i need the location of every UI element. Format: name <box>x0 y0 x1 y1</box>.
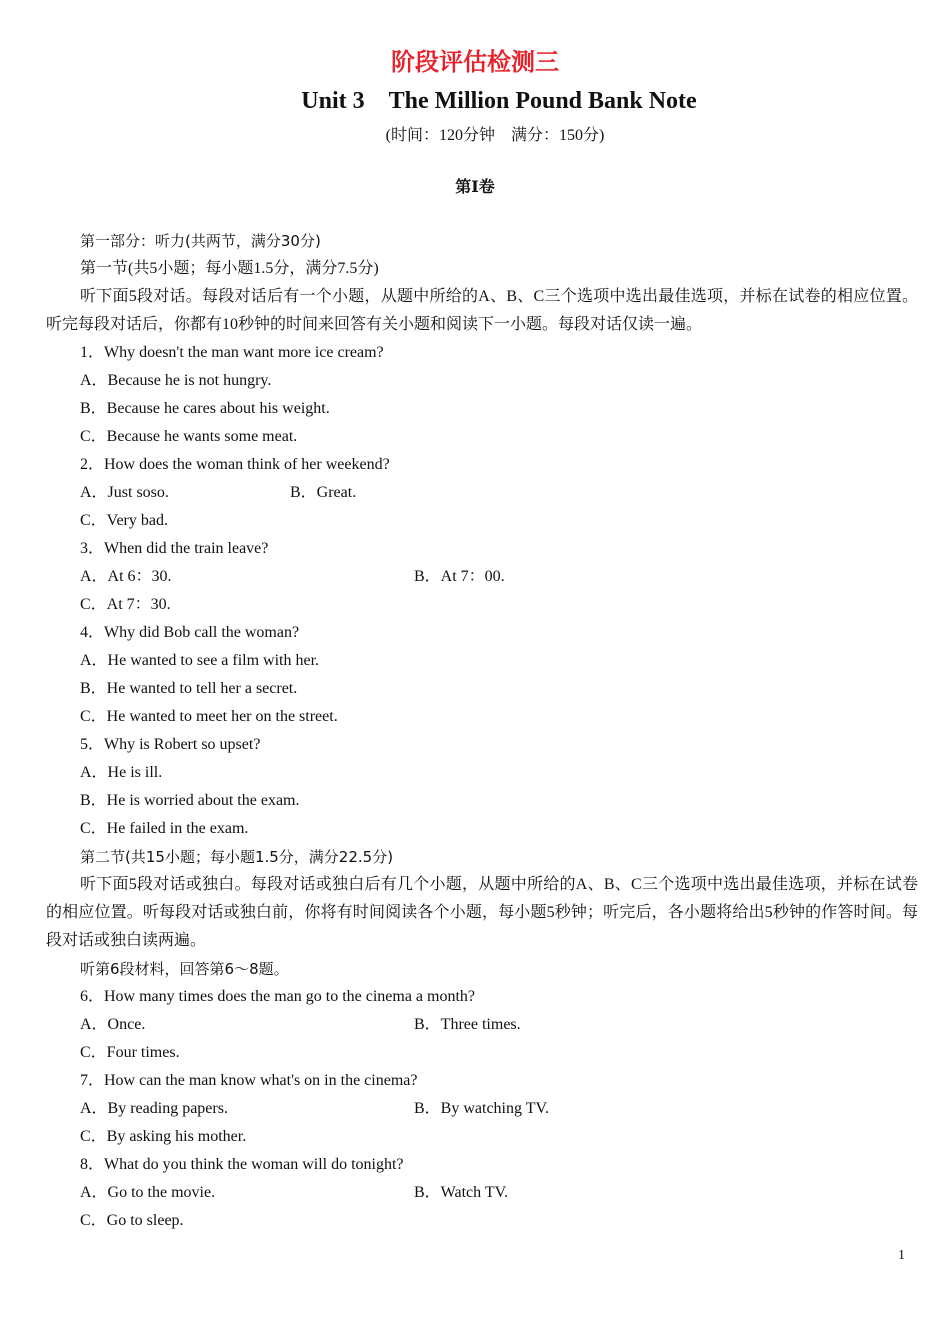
question-1-option-c: C．Because he wants some meat. <box>80 428 298 445</box>
question-2-option-a: A．Just soso. <box>80 484 169 501</box>
question-1-stem: 1．Why doesn't the man want more ice cream? <box>80 344 384 361</box>
section2-instructions: 听下面5段对话或独白。每段对话或独白后有几个小题，从题中所给的A、B、C三个选项中选出最佳选项，并标在试卷的相应位置。听每段对话或独白前，你将有时间阅读各个小题，每小题5秒钟；听完后，各小题将给出5秒钟的作答时间。每段对话或独白读两遍。 <box>46 876 918 949</box>
document-title-english: Unit 3 The Million Pound Bank Note <box>301 88 697 114</box>
time-score-info: (时间：120分钟 满分：150分) <box>385 127 605 144</box>
question-7-option-a: A．By reading papers. <box>80 1100 228 1117</box>
question-3-options-row <box>46 563 918 591</box>
question-8-options-row <box>46 1179 918 1207</box>
question-8-option-c: C．Go to sleep. <box>80 1212 184 1229</box>
question-3-option-c: C．At 7：30. <box>80 596 171 613</box>
question-8-option-a: A．Go to the movie. <box>80 1184 216 1201</box>
section1-heading: 第一节(共5小题；每小题1.5分，满分7.5分) <box>80 260 379 277</box>
question-1-option-a: A．Because he is not hungry. <box>80 372 272 389</box>
question-2-option-c: C．Very bad. <box>80 512 168 529</box>
question-7-option-b: B．By watching TV. <box>414 1100 549 1117</box>
question-4-option-c: C．He wanted to meet her on the street. <box>80 708 338 725</box>
question-8-stem: 8．What do you think the woman will do tonight? <box>80 1156 404 1173</box>
question-1-option-b: B．Because he cares about his weight. <box>80 400 330 417</box>
question-6-option-a: A．Once. <box>80 1016 146 1033</box>
question-6-stem: 6．How many times does the man go to the cinema a month? <box>80 988 476 1005</box>
question-8-option-b: B．Watch TV. <box>414 1184 509 1201</box>
question-4-option-a: A．He wanted to see a film with her. <box>80 652 320 669</box>
question-5-stem: 5．Why is Robert so upset? <box>80 736 261 753</box>
question-6-option-b: B．Three times. <box>414 1016 521 1033</box>
question-7-option-c: C．By asking his mother. <box>80 1128 247 1145</box>
question-5-option-a: A．He is ill. <box>80 764 163 781</box>
question-6-options-row <box>46 1011 918 1039</box>
question-4-option-b: B．He wanted to tell her a secret. <box>80 680 298 697</box>
question-3-option-b: B．At 7：00. <box>414 568 505 585</box>
question-3-option-a: A．At 6：30. <box>80 568 172 585</box>
document-title-chinese: 阶段评估检测三 <box>391 48 559 76</box>
document-body <box>46 227 918 1235</box>
page-number: 1 <box>898 1248 905 1263</box>
question-4-stem: 4．Why did Bob call the woman? <box>80 624 300 641</box>
question-6-option-c: C．Four times. <box>80 1044 180 1061</box>
question-2-options-row <box>46 479 918 507</box>
question-7-stem: 7．How can the man know what's on in the cinema? <box>80 1072 418 1089</box>
material-6-heading: 听第6段材料，回答第6～8题。 <box>80 960 289 978</box>
question-2-stem: 2．How does the woman think of her weekend? <box>80 456 390 473</box>
question-5-option-b: B．He is worried about the exam. <box>80 792 300 809</box>
question-7-options-row <box>46 1095 918 1123</box>
section2-heading: 第二节(共15小题；每小题1.5分，满分22.5分) <box>80 848 394 866</box>
volume-heading: 第Ⅰ卷 <box>455 179 495 196</box>
section1-instructions: 听下面5段对话。每段对话后有一个小题，从题中所给的A、B、C三个选项中选出最佳选项，并标在试卷的相应位置。听完每段对话后，你都有10秒钟的时间来回答有关小题和阅读下一小题。每段对话仅读一遍。 <box>46 288 918 333</box>
part1-heading: 第一部分：听力(共两节，满分30分) <box>80 232 321 250</box>
question-3-stem: 3．When did the train leave? <box>80 540 269 557</box>
question-5-option-c: C．He failed in the exam. <box>80 820 249 837</box>
question-2-option-b: B．Great. <box>290 484 357 501</box>
